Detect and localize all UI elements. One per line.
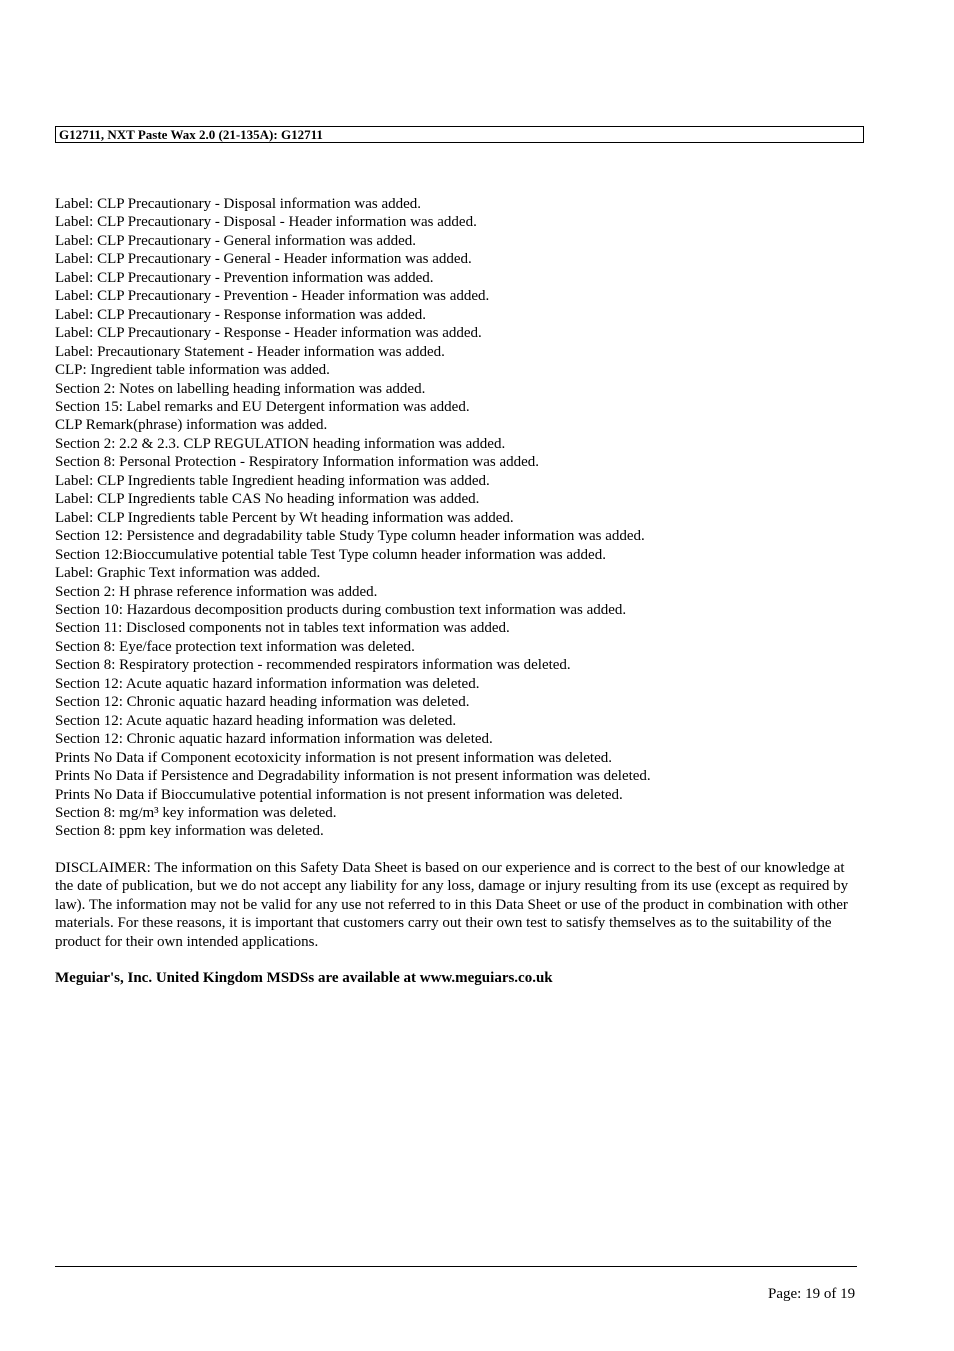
revision-item: Section 8: Personal Protection - Respiratory Information information was added. [55, 454, 540, 471]
revision-item: Label: CLP Ingredients table Percent by Wt heading information was added. [55, 509, 514, 526]
revision-item: Prints No Data if Persistence and Degradability information is not present information was deleted. [55, 768, 651, 785]
revision-item: Section 2: Notes on labelling heading information was added. [55, 380, 426, 397]
revision-item: Label: CLP Precautionary - Prevention - Header information was added. [55, 288, 490, 305]
revision-item: Label: CLP Precautionary - Prevention information was added. [55, 269, 434, 286]
document-title: G12711, NXT Paste Wax 2.0 (21-135A): G12711 [59, 127, 323, 142]
revision-item: Section 8: ppm key information was deleted. [55, 823, 324, 840]
revision-item: Label: CLP Precautionary - Response - Header information was added. [55, 325, 482, 342]
revision-item: CLP: Ingredient table information was added. [55, 362, 330, 379]
revision-item: Section 12:Bioccumulative potential table Test Type column header information was added. [55, 546, 606, 563]
revision-item: Prints No Data if Bioccumulative potential information is not present information was deleted. [55, 786, 623, 803]
revision-item: Label: CLP Ingredients table CAS No heading information was added. [55, 491, 480, 508]
revision-list [55, 195, 875, 841]
revision-item: Label: CLP Precautionary - Response information was added. [55, 306, 427, 323]
revision-item: Section 2: 2.2 & 2.3. CLP REGULATION heading information was added. [55, 435, 506, 452]
revision-item: Section 12: Chronic aquatic hazard information information was deleted. [55, 731, 493, 748]
revision-item: CLP Remark(phrase) information was added. [55, 417, 328, 434]
revision-item: Section 8: mg/m³ key information was deleted. [55, 804, 337, 821]
revision-item: Label: Precautionary Statement - Header information was added. [55, 343, 445, 360]
disclaimer-paragraph: DISCLAIMER: The information on this Safety Data Sheet is based on our experience and is correct to the best of our knowledge at the date of publication, but we do not accept any liability for any loss, damage or injury resulting from its use (except as required by law). The information may not be valid for any use not referred to in this Data Sheet or use of the product in combination with other materials. For these reasons, it is important that customers carry out their own test to satisfy themselves as to the suitability of the product for their own intended applications. [55, 860, 849, 950]
revision-item: Label: CLP Precautionary - Disposal - Header information was added. [55, 214, 477, 231]
revision-item: Section 10: Hazardous decomposition products during combustion text information was added. [55, 601, 627, 618]
revision-item: Label: CLP Ingredients table Ingredient heading information was added. [55, 472, 490, 489]
msds-availability-note: Meguiar's, Inc. United Kingdom MSDSs are available at www.meguiars.co.uk [55, 970, 553, 986]
footer-divider [55, 1266, 857, 1267]
page-number: Page: 19 of 19 [768, 1286, 856, 1302]
revision-item: Prints No Data if Component ecotoxicity information is not present information was deleted. [55, 749, 612, 766]
revision-item: Section 11: Disclosed components not in tables text information was added. [55, 620, 510, 637]
revision-item: Section 2: H phrase reference information was added. [55, 583, 378, 600]
document-header-box [55, 126, 864, 143]
revision-item: Section 12: Chronic aquatic hazard heading information was deleted. [55, 694, 470, 711]
revision-item: Label: CLP Precautionary - Disposal information was added. [55, 196, 422, 212]
revision-item: Label: CLP Precautionary - General information was added. [55, 232, 416, 249]
revision-item: Section 12: Acute aquatic hazard heading information was deleted. [55, 712, 457, 729]
revision-item: Section 12: Acute aquatic hazard information information was deleted. [55, 675, 480, 692]
revision-item: Section 12: Persistence and degradability table Study Type column header information was added. [55, 528, 645, 545]
revision-item: Section 8: Respiratory protection - recommended respirators information was deleted. [55, 657, 571, 674]
revision-item: Section 8: Eye/face protection text information was deleted. [55, 638, 415, 655]
revision-item: Label: Graphic Text information was added. [55, 565, 321, 582]
revision-item: Section 15: Label remarks and EU Detergent information was added. [55, 398, 470, 415]
revision-item: Label: CLP Precautionary - General - Header information was added. [55, 251, 472, 268]
